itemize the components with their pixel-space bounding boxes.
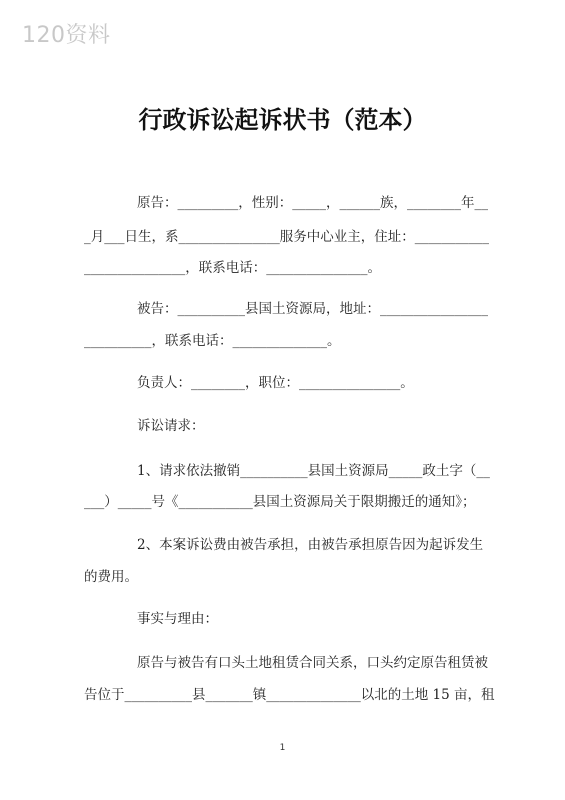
defendant-line-1: 被告：__________县国土资源局，地址：________________ [137,301,488,317]
claims-heading: 诉讼请求： [137,418,205,434]
document-title: 行政诉讼起诉状书（范本） [138,106,427,134]
plaintiff-line-3: _______________，联系电话：_______________。 [84,260,381,276]
claim-1-line-2: ___）_____号《___________县国土资源局关于限期搬迁的通知》； [84,494,476,510]
claim-2-line-2: 的费用。 [84,569,138,585]
watermark-logo: 120资料 [22,23,111,48]
claim-2-line-1: 2、本案诉讼费由被告承担，由被告承担原告因为起诉发生 [137,537,484,553]
responsible-person-line: 负责人：________，职位：_______________。 [137,375,414,391]
plaintiff-line-1: 原告：_________，性别：_____，______族，________年__ [137,195,488,211]
page-number: 1 [279,743,286,753]
facts-heading: 事实与理由： [137,611,218,627]
facts-line-2: 告位于__________县_______镇______________以北的土地 15 亩，租 [84,687,495,703]
plaintiff-line-2: _月___日生，系_______________服务中心业主，住址：___________ [84,229,489,245]
claim-1-line-1: 1、请求依法撤销__________县国土资源局_____政土字（__ [137,463,490,479]
facts-line-1: 原告与被告有口头土地租赁合同关系，口头约定原告租赁被 [137,655,488,671]
defendant-line-2: __________，联系电话：______________。 [84,333,341,349]
